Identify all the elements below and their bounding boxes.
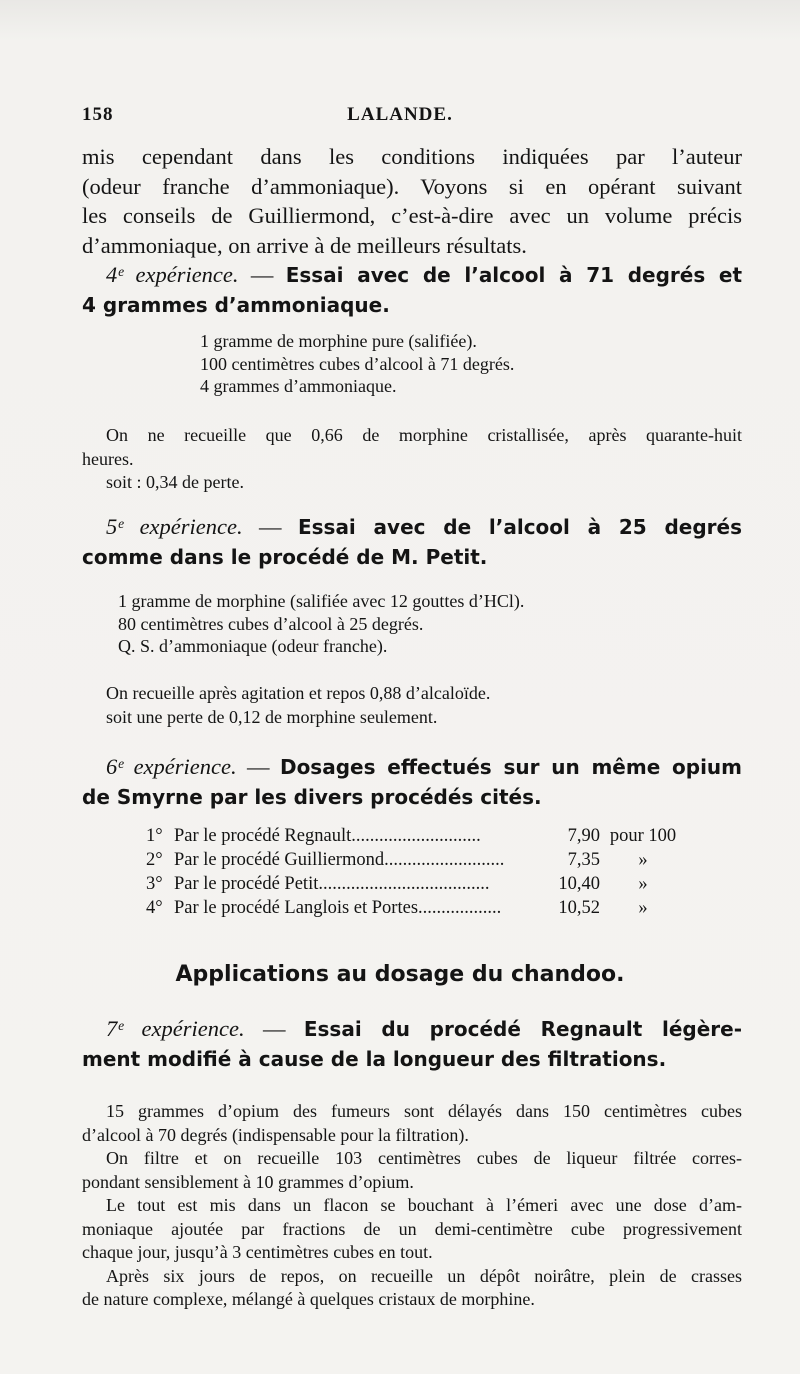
- experiment-label: 4ᵉ expérience.: [106, 262, 239, 287]
- row-number: 2°: [146, 850, 163, 870]
- experiment-4-ingredients: [200, 330, 720, 398]
- experiment-label: 5ᵉ expérience.: [106, 514, 243, 539]
- result-line: On ne recueille que 0,66 de morphine cristallisée, après quarante-huit: [106, 425, 742, 445]
- experiment-title: Dosages effectués sur un même opium: [279, 755, 743, 779]
- experiment-4-result: [82, 424, 742, 495]
- experiment-title-cont: comme dans le procédé de M. Petit.: [82, 545, 488, 569]
- result-line: soit une perte de 0,12 de morphine seulement.: [106, 706, 438, 727]
- row-number: 1°: [146, 826, 163, 846]
- text-line: On filtre et on recueille 103 centimètres cubes de liqueur filtrée corres-: [106, 1148, 742, 1168]
- result-line: heures.: [82, 448, 134, 469]
- text-line: 15 grammes d’opium des fumeurs sont délayés dans 150 centimètres cubes: [106, 1101, 742, 1121]
- experiment-title-cont: ment modifié à cause de la longueur des filtrations.: [82, 1047, 667, 1071]
- experiment-label: 6ᵉ expérience.: [106, 754, 237, 779]
- row-value: 7,35: [567, 850, 600, 870]
- experiment-5-result: [106, 682, 766, 729]
- text-line: d’alcool à 70 degrés (indispensable pour la filtration).: [82, 1124, 469, 1145]
- experiment-4-heading: [82, 260, 742, 320]
- text-line: Après six jours de repos, on recueille un dépôt noirâtre, plein de crasses: [106, 1265, 742, 1286]
- text-line: (odeur franche d’ammoniaque). Voyons si en opérant suivant: [82, 173, 742, 199]
- ingredient-line: 1 gramme de morphine (salifiée avec 12 gouttes d’HCl).: [118, 591, 525, 611]
- row-number: 4°: [146, 898, 163, 918]
- experiment-7-heading: [82, 1014, 742, 1074]
- intro-paragraph: [82, 142, 742, 260]
- row-unit: pour 100: [609, 826, 677, 846]
- experiment-title: Essai avec de l’alcool à 25 degrés: [297, 515, 743, 539]
- section-title: Applications au dosage du chandoo.: [175, 962, 625, 987]
- ingredient-line: 80 centimètres cubes d’alcool à 25 degrés.: [118, 613, 424, 634]
- ingredient-line: Q. S. d’ammoniaque (odeur franche).: [118, 636, 388, 656]
- experiment-title-cont: de Smyrne par les divers procédés cités.: [82, 785, 542, 809]
- text-line: chaque jour, jusqu’à 3 centimètres cubes en tout.: [82, 1242, 433, 1262]
- experiment-title: Essai avec de l’alcool à 71 degrés et: [285, 263, 743, 287]
- experiment-5-ingredients: [118, 590, 718, 658]
- row-value: 10,40: [558, 874, 600, 894]
- table-row: [146, 896, 686, 920]
- text-line: mis cependant dans les conditions indiquées par l’auteur: [82, 144, 742, 169]
- row-label: Par le procédé Langlois et Portes..................: [174, 898, 502, 918]
- experiment-5-heading: [82, 512, 742, 572]
- row-value: 10,52: [558, 898, 600, 918]
- running-head: LALANDE.: [347, 104, 453, 125]
- row-value: 7,90: [567, 826, 600, 846]
- text-line: pondant sensiblement à 10 grammes d’opium.: [82, 1171, 414, 1192]
- experiment-title: Essai du procédé Regnault légère-: [303, 1017, 743, 1041]
- experiment-title-cont: 4 grammes d’ammoniaque.: [82, 293, 390, 317]
- ingredient-line: 4 grammes d’ammoniaque.: [200, 376, 397, 396]
- experiment-6-heading: [82, 752, 742, 812]
- table-row: [146, 824, 686, 848]
- text-line: de nature complexe, mélangé à quelques cristaux de morphine.: [82, 1289, 535, 1309]
- text-line: d’ammoniaque, on arrive à de meilleurs résultats.: [82, 232, 527, 258]
- heading-dash: —: [244, 1016, 304, 1041]
- row-unit: »: [638, 874, 648, 894]
- ingredient-line: 100 centimètres cubes d’alcool à 71 degrés.: [200, 353, 515, 374]
- row-label: Par le procédé Regnault............................: [174, 826, 481, 846]
- heading-dash: —: [238, 262, 286, 287]
- result-line: On recueille après agitation et repos 0,88 d’alcaloïde.: [106, 683, 491, 703]
- experiment-label: 7ᵉ expérience.: [106, 1016, 245, 1041]
- table-row: [146, 848, 686, 872]
- row-number: 3°: [146, 874, 163, 894]
- row-label: Par le procédé Petit.....................................: [174, 874, 490, 894]
- loss-line: soit : 0,34 de perte.: [106, 472, 244, 492]
- ingredient-line: 1 gramme de morphine pure (salifiée).: [200, 331, 477, 351]
- heading-dash: —: [236, 754, 280, 779]
- row-label: Par le procédé Guilliermond..........................: [174, 850, 505, 870]
- text-line: moniaque ajoutée par fractions de un demi-centimètre cube progressivement: [82, 1218, 742, 1239]
- page-number: 158: [82, 104, 114, 125]
- table-row: [146, 872, 686, 896]
- text-line: Le tout est mis dans un flacon se bouchant à l’émeri avec une dose d’am-: [106, 1195, 742, 1215]
- row-unit: »: [638, 850, 648, 870]
- text-line: les conseils de Guilliermond, c’est-à-dire avec un volume précis: [82, 203, 742, 228]
- row-unit: »: [638, 898, 648, 918]
- dosage-table: [146, 824, 686, 920]
- experiment-7-text: [82, 1100, 742, 1312]
- heading-dash: —: [242, 514, 298, 539]
